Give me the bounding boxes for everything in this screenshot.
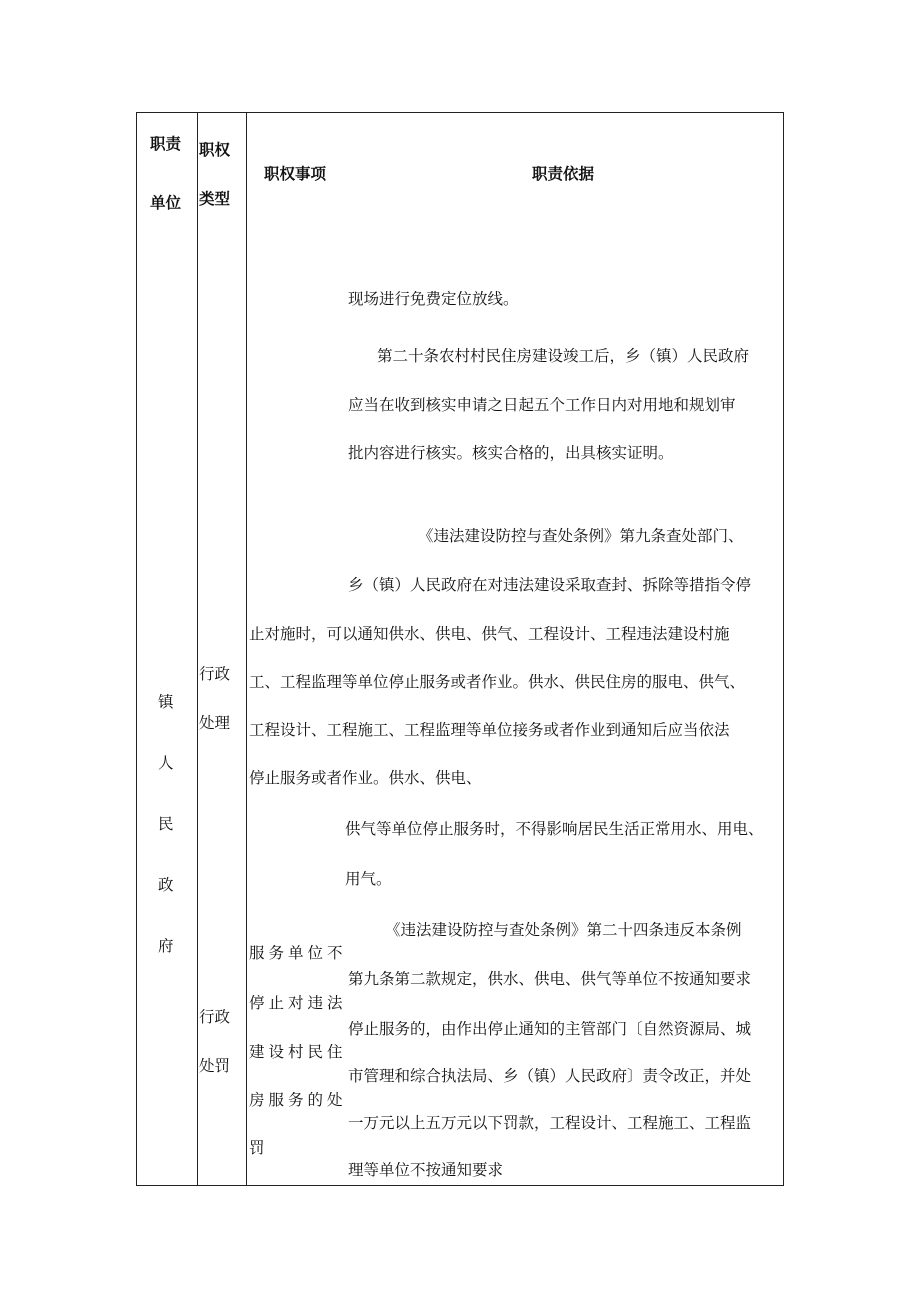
- row2-basis-line6: 停止服务或者作业。供水、供电、: [249, 769, 482, 787]
- row3-item-line5: 罚: [249, 1139, 265, 1157]
- row2-basis-line3: 止对施时，可以通知供水、供电、供气、工程设计、工程违法建设村施: [249, 625, 730, 643]
- unit-char-2: 人: [158, 754, 174, 772]
- row3-basis-line6: 理等单位不按通知要求: [348, 1161, 504, 1179]
- row3-type-line2: 处罚: [199, 1057, 231, 1075]
- header-unit-line2: 单位: [150, 194, 182, 212]
- row2-basis-line2: 乡（镇）人民政府在对违法建设采取查封、拆除等措指令停: [348, 576, 752, 594]
- header-basis: 职责依据: [532, 165, 595, 183]
- row2-type-line1: 行政: [199, 665, 231, 683]
- unit-char-4: 政: [158, 876, 174, 894]
- row3-item-line2: 停止对违法: [249, 994, 347, 1012]
- row2-basis-line5: 工程设计、工程施工、工程监理等单位接务或者作业到通知后应当依法: [249, 721, 730, 739]
- row3-basis-line4: 市管理和综合执法局、乡（镇）人民政府〕责令改正，并处: [348, 1067, 752, 1085]
- row1-basis-line2: 第二十条农村村民住房建设竣工后，乡（镇）人民政府: [377, 347, 750, 365]
- unit-char-5: 府: [158, 937, 174, 955]
- row2-basis-line1: 《违法建设防控与查处条例》第九条查处部门、: [418, 527, 744, 545]
- header-type-line1: 职权: [199, 141, 231, 159]
- header-item: 职权事项: [264, 165, 327, 183]
- row3-basis-line1: 《违法建设防控与查处条例》第二十四条违反本条例: [385, 921, 742, 939]
- row3-type-line1: 行政: [199, 1008, 231, 1026]
- row3-basis-line3: 停止服务的，由作出停止通知的主管部门〔自然资源局、城: [348, 1020, 752, 1038]
- row2-type-line2: 处理: [199, 714, 231, 732]
- row1-basis-line3: 应当在收到核实申请之日起五个工作日内对用地和规划审: [348, 396, 736, 414]
- row1-basis-line4: 批内容进行核实。核实合格的，出具核实证明。: [348, 444, 674, 462]
- header-type-line2: 类型: [199, 190, 231, 208]
- row3-basis-line2: 第九条第二款规定，供水、供电、供气等单位不按通知要求: [348, 970, 752, 988]
- row2-basis-line8: 用气。: [345, 870, 392, 888]
- row2-basis-line7: 供气等单位停止服务时，不得影响居民生活正常用水、用电、: [345, 820, 764, 838]
- column-divider-type: [246, 112, 247, 1186]
- column-divider-unit: [197, 112, 198, 1186]
- row1-basis-line1: 现场进行免费定位放线。: [348, 290, 519, 308]
- unit-char-1: 镇: [158, 693, 174, 711]
- unit-char-3: 民: [158, 815, 174, 833]
- row3-item-line3: 建设村民住: [249, 1043, 347, 1061]
- row3-item-line4: 房服务的处: [249, 1091, 347, 1109]
- row3-item-line1: 服务单位不: [249, 944, 347, 962]
- row2-basis-line4: 工、工程监理等单位停止服务或者作业。供水、供民住房的服电、供气、: [249, 673, 746, 691]
- row3-basis-line5: 一万元以上五万元以下罚款，工程设计、工程施工、工程监: [348, 1114, 752, 1132]
- header-unit-line1: 职责: [150, 135, 182, 153]
